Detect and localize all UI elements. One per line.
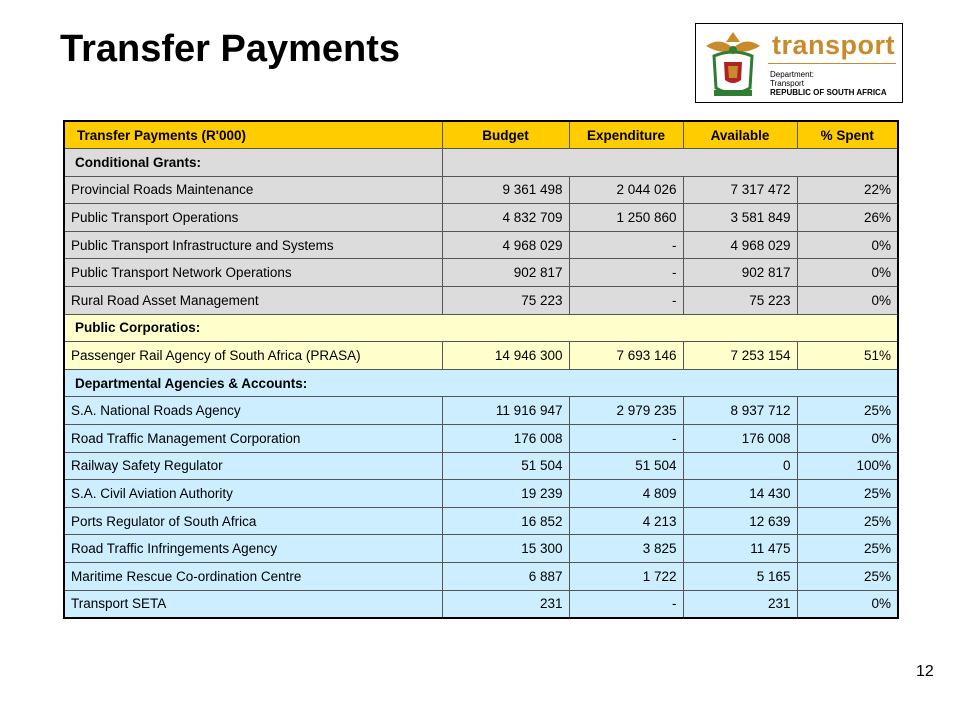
table-row <box>64 425 898 453</box>
row-budget: 15 300 <box>442 535 569 563</box>
row-percent-spent: 0% <box>797 425 898 453</box>
row-expenditure: - <box>569 287 683 315</box>
row-percent-spent: 26% <box>797 204 898 232</box>
coat-of-arms-icon <box>700 28 766 100</box>
row-percent-spent: 51% <box>797 342 898 370</box>
row-budget: 231 <box>442 590 569 618</box>
page-title: Transfer Payments <box>60 28 401 70</box>
row-budget: 4 968 029 <box>442 231 569 259</box>
header-percent-spent: % Spent <box>797 121 898 149</box>
section-header-row <box>64 369 898 397</box>
table-row <box>64 507 898 535</box>
row-available: 3 581 849 <box>683 204 797 232</box>
row-percent-spent: 0% <box>797 287 898 315</box>
row-available: 75 223 <box>683 287 797 315</box>
table-header-row <box>64 121 898 149</box>
transfer-payments-table <box>63 120 899 619</box>
row-name: Ports Regulator of South Africa <box>64 507 442 535</box>
row-expenditure: - <box>569 590 683 618</box>
row-percent-spent: 100% <box>797 452 898 480</box>
row-name: Maritime Rescue Co-ordination Centre <box>64 563 442 591</box>
logo-line-3: REPUBLIC OF SOUTH AFRICA <box>770 88 887 97</box>
section-filler <box>442 149 898 177</box>
table-row <box>64 590 898 618</box>
row-percent-spent: 25% <box>797 563 898 591</box>
row-expenditure: - <box>569 425 683 453</box>
row-budget: 75 223 <box>442 287 569 315</box>
table-row <box>64 259 898 287</box>
row-budget: 902 817 <box>442 259 569 287</box>
row-name: Provincial Roads Maintenance <box>64 176 442 204</box>
row-budget: 9 361 498 <box>442 176 569 204</box>
row-expenditure: 1 250 860 <box>569 204 683 232</box>
row-percent-spent: 25% <box>797 535 898 563</box>
table-row <box>64 563 898 591</box>
section-label: Departmental Agencies & Accounts: <box>64 369 898 397</box>
row-name: Transport SETA <box>64 590 442 618</box>
table-row <box>64 480 898 508</box>
department-logo <box>695 23 903 103</box>
row-budget: 16 852 <box>442 507 569 535</box>
row-available: 231 <box>683 590 797 618</box>
row-name: Railway Safety Regulator <box>64 452 442 480</box>
table-row <box>64 452 898 480</box>
page-number: 12 <box>916 663 934 680</box>
row-percent-spent: 25% <box>797 480 898 508</box>
row-available: 176 008 <box>683 425 797 453</box>
row-percent-spent: 0% <box>797 259 898 287</box>
row-budget: 19 239 <box>442 480 569 508</box>
header-category: Transfer Payments (R'000) <box>64 121 442 149</box>
row-budget: 51 504 <box>442 452 569 480</box>
row-expenditure: 7 693 146 <box>569 342 683 370</box>
header-budget: Budget <box>442 121 569 149</box>
row-percent-spent: 25% <box>797 507 898 535</box>
row-available: 7 317 472 <box>683 176 797 204</box>
row-expenditure: 4 809 <box>569 480 683 508</box>
table-row <box>64 176 898 204</box>
row-name: Passenger Rail Agency of South Africa (PRASA) <box>64 342 442 370</box>
row-available: 4 968 029 <box>683 231 797 259</box>
row-percent-spent: 25% <box>797 397 898 425</box>
row-name: Public Transport Infrastructure and Systems <box>64 231 442 259</box>
row-percent-spent: 22% <box>797 176 898 204</box>
row-available: 0 <box>683 452 797 480</box>
table-row <box>64 535 898 563</box>
row-percent-spent: 0% <box>797 590 898 618</box>
row-name: Public Transport Network Operations <box>64 259 442 287</box>
row-expenditure: 2 044 026 <box>569 176 683 204</box>
section-header-row <box>64 149 898 177</box>
row-budget: 4 832 709 <box>442 204 569 232</box>
row-expenditure: 2 979 235 <box>569 397 683 425</box>
row-percent-spent: 0% <box>797 231 898 259</box>
row-name: S.A. Civil Aviation Authority <box>64 480 442 508</box>
row-available: 12 639 <box>683 507 797 535</box>
logo-line-1: Department: <box>770 70 815 79</box>
row-expenditure: 3 825 <box>569 535 683 563</box>
row-available: 14 430 <box>683 480 797 508</box>
row-expenditure: - <box>569 231 683 259</box>
table-row <box>64 287 898 315</box>
row-name: S.A. National Roads Agency <box>64 397 442 425</box>
row-budget: 11 916 947 <box>442 397 569 425</box>
row-available: 8 937 712 <box>683 397 797 425</box>
table-row <box>64 397 898 425</box>
section-label: Public Corporatios: <box>64 314 898 342</box>
row-expenditure: 4 213 <box>569 507 683 535</box>
table-row <box>64 231 898 259</box>
table-row <box>64 342 898 370</box>
row-available: 902 817 <box>683 259 797 287</box>
header-available: Available <box>683 121 797 149</box>
row-name: Road Traffic Management Corporation <box>64 425 442 453</box>
section-header-row <box>64 314 898 342</box>
row-expenditure: 1 722 <box>569 563 683 591</box>
row-name: Public Transport Operations <box>64 204 442 232</box>
table-row <box>64 204 898 232</box>
section-label: Conditional Grants: <box>64 149 442 177</box>
row-expenditure: - <box>569 259 683 287</box>
row-available: 5 165 <box>683 563 797 591</box>
row-budget: 176 008 <box>442 425 569 453</box>
row-expenditure: 51 504 <box>569 452 683 480</box>
header-expenditure: Expenditure <box>569 121 683 149</box>
row-available: 11 475 <box>683 535 797 563</box>
row-available: 7 253 154 <box>683 342 797 370</box>
logo-divider <box>768 63 896 64</box>
logo-line-2: Transport <box>770 79 804 88</box>
logo-wordmark: transport <box>772 30 896 60</box>
row-budget: 14 946 300 <box>442 342 569 370</box>
row-name: Rural Road Asset Management <box>64 287 442 315</box>
row-name: Road Traffic Infringements Agency <box>64 535 442 563</box>
row-budget: 6 887 <box>442 563 569 591</box>
